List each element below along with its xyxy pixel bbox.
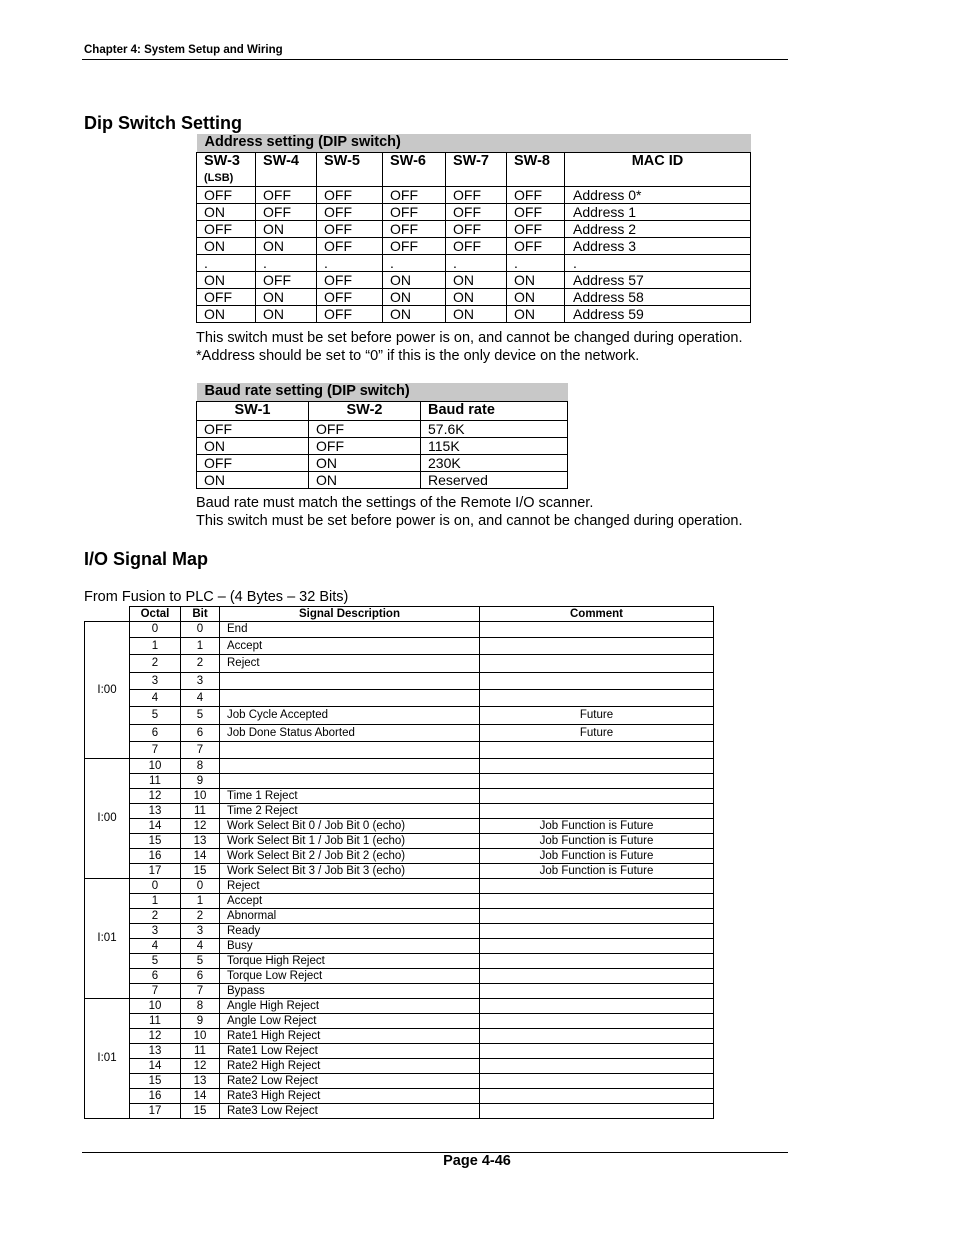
table-cell: Busy bbox=[220, 939, 480, 954]
table-cell: 13 bbox=[130, 1044, 181, 1059]
table-cell bbox=[480, 804, 714, 819]
table-cell: 3 bbox=[181, 924, 220, 939]
address-table bbox=[196, 134, 751, 323]
table-cell: Work Select Bit 0 / Job Bit 0 (echo) bbox=[220, 819, 480, 834]
table-cell: 5 bbox=[181, 707, 220, 725]
table-cell: 6 bbox=[130, 969, 181, 984]
table-cell: OFF bbox=[446, 238, 507, 255]
table-cell bbox=[480, 742, 714, 759]
table-cell: ON bbox=[197, 272, 256, 289]
table-row bbox=[85, 1104, 714, 1119]
table-cell: 14 bbox=[181, 1089, 220, 1104]
table-row bbox=[85, 690, 714, 707]
header-rule bbox=[82, 59, 788, 60]
table-cell: 230K bbox=[421, 455, 568, 472]
table-cell: OFF bbox=[197, 421, 309, 438]
table-cell: . bbox=[507, 255, 565, 272]
group-label: I:01 bbox=[85, 879, 130, 999]
table-cell: Job Function is Future bbox=[480, 864, 714, 879]
table-cell: Reject bbox=[220, 879, 480, 894]
address-note-2: *Address should be set to “0” if this is the only device on the network. bbox=[196, 348, 640, 364]
table-cell: 4 bbox=[181, 939, 220, 954]
column-header: Baud rate bbox=[421, 402, 568, 421]
table-row bbox=[197, 306, 751, 323]
table-cell bbox=[480, 969, 714, 984]
table-cell: Work Select Bit 2 / Job Bit 2 (echo) bbox=[220, 849, 480, 864]
table-row bbox=[85, 1089, 714, 1104]
table-cell bbox=[480, 655, 714, 673]
column-header: SW-4 bbox=[256, 153, 317, 187]
table-cell: 7 bbox=[181, 742, 220, 759]
table-cell: Accept bbox=[220, 894, 480, 909]
table-cell: OFF bbox=[309, 421, 421, 438]
table-row bbox=[85, 1029, 714, 1044]
table-cell: ON bbox=[446, 272, 507, 289]
table-cell: Ready bbox=[220, 924, 480, 939]
table-cell: 0 bbox=[181, 879, 220, 894]
table-cell: Address 1 bbox=[565, 204, 751, 221]
table-cell: Address 58 bbox=[565, 289, 751, 306]
table-cell: OFF bbox=[507, 238, 565, 255]
table-cell: Torque Low Reject bbox=[220, 969, 480, 984]
table-cell: 10 bbox=[181, 789, 220, 804]
table-row bbox=[85, 864, 714, 879]
table-cell: . bbox=[197, 255, 256, 272]
table-cell: 2 bbox=[130, 655, 181, 673]
column-header: SW-2 bbox=[309, 402, 421, 421]
page-number: Page 4-46 bbox=[443, 1153, 511, 1169]
lsb-label: (LSB) bbox=[204, 172, 234, 184]
table-cell: 16 bbox=[130, 849, 181, 864]
table-cell: 15 bbox=[130, 1074, 181, 1089]
table-cell: 2 bbox=[181, 655, 220, 673]
table-row bbox=[197, 187, 751, 204]
table-cell: 9 bbox=[181, 1014, 220, 1029]
table-cell: OFF bbox=[507, 221, 565, 238]
table-cell: 11 bbox=[130, 774, 181, 789]
table-cell bbox=[480, 984, 714, 999]
column-header: Comment bbox=[480, 607, 714, 622]
table-row bbox=[85, 924, 714, 939]
table-cell: 3 bbox=[130, 924, 181, 939]
table-cell: ON bbox=[197, 238, 256, 255]
table-cell bbox=[480, 1089, 714, 1104]
table-cell bbox=[480, 999, 714, 1014]
table-cell: Address 3 bbox=[565, 238, 751, 255]
table-cell: 14 bbox=[130, 819, 181, 834]
table-cell: 15 bbox=[130, 834, 181, 849]
table-cell: 2 bbox=[181, 909, 220, 924]
table-row bbox=[197, 455, 568, 472]
table-row bbox=[85, 984, 714, 999]
table-cell: OFF bbox=[446, 221, 507, 238]
table-cell: Angle Low Reject bbox=[220, 1014, 480, 1029]
table-cell: . bbox=[317, 255, 383, 272]
table-cell bbox=[220, 742, 480, 759]
table-cell: OFF bbox=[317, 221, 383, 238]
table-row bbox=[197, 421, 568, 438]
dip-heading: Dip Switch Setting bbox=[84, 113, 243, 133]
table-cell: 17 bbox=[130, 864, 181, 879]
table-row bbox=[85, 725, 714, 742]
table-cell: Work Select Bit 3 / Job Bit 3 (echo) bbox=[220, 864, 480, 879]
table-cell: OFF bbox=[197, 289, 256, 306]
table-row bbox=[197, 289, 751, 306]
table-cell: Rate1 High Reject bbox=[220, 1029, 480, 1044]
column-header: MAC ID bbox=[565, 153, 751, 187]
table-cell: ON bbox=[383, 272, 446, 289]
table-cell: ON bbox=[383, 289, 446, 306]
table-cell: OFF bbox=[197, 221, 256, 238]
table-cell: End bbox=[220, 622, 480, 638]
table-row bbox=[85, 879, 714, 894]
table-cell: ON bbox=[197, 438, 309, 455]
table-cell: OFF bbox=[383, 187, 446, 204]
io-subtitle: From Fusion to PLC – (4 Bytes – 32 Bits) bbox=[84, 589, 349, 605]
table-row bbox=[197, 472, 568, 489]
sw3-label: SW-3 bbox=[204, 153, 240, 169]
column-header: Octal bbox=[130, 607, 181, 622]
table-cell: OFF bbox=[197, 187, 256, 204]
table-row bbox=[85, 655, 714, 673]
table-cell: 14 bbox=[130, 1059, 181, 1074]
table-cell: Rate2 Low Reject bbox=[220, 1074, 480, 1089]
table-cell: 1 bbox=[181, 638, 220, 655]
table-row bbox=[197, 204, 751, 221]
table-cell: Rate3 High Reject bbox=[220, 1089, 480, 1104]
table-cell: 12 bbox=[181, 819, 220, 834]
table-row bbox=[85, 819, 714, 834]
table-cell bbox=[480, 879, 714, 894]
table-cell: ON bbox=[446, 306, 507, 323]
table-cell: ON bbox=[309, 472, 421, 489]
table-cell: 115K bbox=[421, 438, 568, 455]
table-cell bbox=[480, 690, 714, 707]
table-cell: 8 bbox=[181, 999, 220, 1014]
table-cell: 12 bbox=[130, 789, 181, 804]
group-label: I:01 bbox=[85, 999, 130, 1119]
table-cell: ON bbox=[507, 289, 565, 306]
table-row bbox=[197, 438, 568, 455]
table-cell bbox=[480, 673, 714, 690]
table-cell: ON bbox=[446, 289, 507, 306]
table-cell bbox=[480, 1074, 714, 1089]
table-cell: Future bbox=[480, 725, 714, 742]
table-cell bbox=[480, 759, 714, 774]
table-cell: 7 bbox=[130, 742, 181, 759]
table-cell bbox=[480, 1104, 714, 1119]
table-cell: 7 bbox=[181, 984, 220, 999]
table-cell: OFF bbox=[317, 272, 383, 289]
table-cell: ON bbox=[197, 306, 256, 323]
table-cell: 5 bbox=[130, 954, 181, 969]
table-cell: Work Select Bit 1 / Job Bit 1 (echo) bbox=[220, 834, 480, 849]
baud-caption: Baud rate setting (DIP switch) bbox=[197, 383, 568, 402]
table-cell: 10 bbox=[181, 1029, 220, 1044]
table-cell: OFF bbox=[383, 204, 446, 221]
table-row bbox=[85, 1059, 714, 1074]
table-cell: 4 bbox=[130, 690, 181, 707]
table-cell: 6 bbox=[130, 725, 181, 742]
table-cell: Address 0* bbox=[565, 187, 751, 204]
table-cell bbox=[480, 939, 714, 954]
table-cell bbox=[220, 690, 480, 707]
table-cell bbox=[480, 789, 714, 804]
table-cell: OFF bbox=[309, 438, 421, 455]
table-cell: OFF bbox=[317, 306, 383, 323]
column-header bbox=[197, 153, 256, 187]
table-cell bbox=[480, 954, 714, 969]
table-cell: 13 bbox=[181, 834, 220, 849]
table-cell: ON bbox=[197, 204, 256, 221]
table-cell: Job Cycle Accepted bbox=[220, 707, 480, 725]
address-note-1: This switch must be set before power is on, and cannot be changed during operation. bbox=[196, 330, 743, 346]
table-cell: Torque High Reject bbox=[220, 954, 480, 969]
table-cell: 16 bbox=[130, 1089, 181, 1104]
table-row bbox=[85, 804, 714, 819]
table-cell: ON bbox=[197, 472, 309, 489]
table-cell: ON bbox=[256, 221, 317, 238]
table-row bbox=[85, 999, 714, 1014]
table-cell: 1 bbox=[130, 638, 181, 655]
table-row bbox=[85, 939, 714, 954]
table-cell: 7 bbox=[130, 984, 181, 999]
table-row bbox=[85, 954, 714, 969]
table-cell: 15 bbox=[181, 864, 220, 879]
table-row bbox=[85, 909, 714, 924]
table-cell: Job Done Status Aborted bbox=[220, 725, 480, 742]
table-cell: OFF bbox=[317, 204, 383, 221]
table-cell: ON bbox=[383, 306, 446, 323]
table-cell: OFF bbox=[317, 289, 383, 306]
table-cell: 4 bbox=[130, 939, 181, 954]
column-header: SW-1 bbox=[197, 402, 309, 421]
table-cell: Job Function is Future bbox=[480, 849, 714, 864]
table-row bbox=[85, 894, 714, 909]
table-cell: . bbox=[565, 255, 751, 272]
table-cell: 12 bbox=[130, 1029, 181, 1044]
table-cell: ON bbox=[256, 306, 317, 323]
table-cell bbox=[480, 924, 714, 939]
table-cell: Reserved bbox=[421, 472, 568, 489]
table-cell: 2 bbox=[130, 909, 181, 924]
table-cell: 17 bbox=[130, 1104, 181, 1119]
table-cell: OFF bbox=[383, 221, 446, 238]
table-cell: 1 bbox=[181, 894, 220, 909]
table-cell: Time 2 Reject bbox=[220, 804, 480, 819]
table-cell: 10 bbox=[130, 759, 181, 774]
table-row bbox=[85, 834, 714, 849]
table-cell: OFF bbox=[317, 238, 383, 255]
io-heading: I/O Signal Map bbox=[84, 549, 209, 569]
io-signal-table bbox=[84, 606, 714, 1119]
table-cell: 6 bbox=[181, 725, 220, 742]
table-cell: Job Function is Future bbox=[480, 819, 714, 834]
table-cell: OFF bbox=[256, 272, 317, 289]
table-cell: OFF bbox=[507, 204, 565, 221]
baud-note-2: This switch must be set before power is on, and cannot be changed during operation. bbox=[196, 513, 743, 529]
table-cell: 9 bbox=[181, 774, 220, 789]
table-cell: OFF bbox=[446, 204, 507, 221]
table-row bbox=[85, 707, 714, 725]
table-cell: ON bbox=[256, 238, 317, 255]
group-label: I:00 bbox=[85, 759, 130, 879]
table-cell: 8 bbox=[181, 759, 220, 774]
table-cell: . bbox=[256, 255, 317, 272]
table-cell bbox=[480, 894, 714, 909]
table-cell: Time 1 Reject bbox=[220, 789, 480, 804]
table-cell: 11 bbox=[181, 804, 220, 819]
table-row bbox=[85, 622, 714, 638]
table-cell bbox=[480, 622, 714, 638]
table-cell: OFF bbox=[256, 204, 317, 221]
table-cell bbox=[220, 759, 480, 774]
table-cell: Bypass bbox=[220, 984, 480, 999]
table-cell: ON bbox=[309, 455, 421, 472]
column-header: Bit bbox=[181, 607, 220, 622]
table-cell: Future bbox=[480, 707, 714, 725]
table-cell: Abnormal bbox=[220, 909, 480, 924]
baud-table bbox=[196, 383, 568, 489]
group-label: I:00 bbox=[85, 622, 130, 759]
table-cell: 3 bbox=[130, 673, 181, 690]
table-cell: ON bbox=[507, 306, 565, 323]
table-cell bbox=[480, 1059, 714, 1074]
table-cell: 12 bbox=[181, 1059, 220, 1074]
table-cell: 3 bbox=[181, 673, 220, 690]
table-row bbox=[85, 849, 714, 864]
table-cell: . bbox=[446, 255, 507, 272]
table-row bbox=[85, 1044, 714, 1059]
table-row bbox=[85, 789, 714, 804]
table-cell bbox=[480, 638, 714, 655]
table-cell bbox=[480, 1029, 714, 1044]
table-row bbox=[85, 774, 714, 789]
table-cell: 13 bbox=[130, 804, 181, 819]
table-cell: OFF bbox=[446, 187, 507, 204]
table-row bbox=[85, 742, 714, 759]
column-header: SW-5 bbox=[317, 153, 383, 187]
table-cell: 10 bbox=[130, 999, 181, 1014]
column-header: Signal Description bbox=[220, 607, 480, 622]
table-cell: OFF bbox=[383, 238, 446, 255]
table-cell: 0 bbox=[130, 622, 181, 638]
table-cell: 1 bbox=[130, 894, 181, 909]
table-cell bbox=[480, 774, 714, 789]
table-row bbox=[197, 272, 751, 289]
table-cell: 11 bbox=[181, 1044, 220, 1059]
table-cell: 4 bbox=[181, 690, 220, 707]
table-row bbox=[85, 1074, 714, 1089]
baud-note-1: Baud rate must match the settings of the Remote I/O scanner. bbox=[196, 495, 594, 511]
table-cell bbox=[220, 774, 480, 789]
table-cell: OFF bbox=[317, 187, 383, 204]
table-row bbox=[197, 255, 751, 272]
table-cell: OFF bbox=[256, 187, 317, 204]
table-cell bbox=[480, 1044, 714, 1059]
table-cell: Address 59 bbox=[565, 306, 751, 323]
table-row bbox=[197, 221, 751, 238]
table-cell: Rate2 High Reject bbox=[220, 1059, 480, 1074]
table-cell: 5 bbox=[130, 707, 181, 725]
table-cell: 15 bbox=[181, 1104, 220, 1119]
table-cell: 13 bbox=[181, 1074, 220, 1089]
table-cell: 11 bbox=[130, 1014, 181, 1029]
address-caption: Address setting (DIP switch) bbox=[197, 134, 751, 153]
column-header: SW-8 bbox=[507, 153, 565, 187]
table-cell: Angle High Reject bbox=[220, 999, 480, 1014]
table-cell bbox=[480, 1014, 714, 1029]
table-cell: 5 bbox=[181, 954, 220, 969]
table-cell: . bbox=[383, 255, 446, 272]
table-row bbox=[85, 759, 714, 774]
table-cell: Address 2 bbox=[565, 221, 751, 238]
column-header: SW-6 bbox=[383, 153, 446, 187]
table-cell: OFF bbox=[507, 187, 565, 204]
table-cell: Address 57 bbox=[565, 272, 751, 289]
table-cell: 0 bbox=[181, 622, 220, 638]
table-cell: ON bbox=[507, 272, 565, 289]
table-cell: 14 bbox=[181, 849, 220, 864]
table-cell: 6 bbox=[181, 969, 220, 984]
table-row bbox=[85, 969, 714, 984]
chapter-header: Chapter 4: System Setup and Wiring bbox=[84, 44, 283, 56]
table-row bbox=[85, 638, 714, 655]
table-row bbox=[85, 673, 714, 690]
table-cell: Reject bbox=[220, 655, 480, 673]
table-cell: OFF bbox=[197, 455, 309, 472]
column-header: SW-7 bbox=[446, 153, 507, 187]
table-cell: 0 bbox=[130, 879, 181, 894]
table-cell: Job Function is Future bbox=[480, 834, 714, 849]
table-cell: Accept bbox=[220, 638, 480, 655]
table-row bbox=[85, 1014, 714, 1029]
table-cell: ON bbox=[256, 289, 317, 306]
table-row bbox=[197, 238, 751, 255]
table-cell: 57.6K bbox=[421, 421, 568, 438]
table-cell: Rate3 Low Reject bbox=[220, 1104, 480, 1119]
table-cell bbox=[480, 909, 714, 924]
table-cell: Rate1 Low Reject bbox=[220, 1044, 480, 1059]
table-cell bbox=[220, 673, 480, 690]
